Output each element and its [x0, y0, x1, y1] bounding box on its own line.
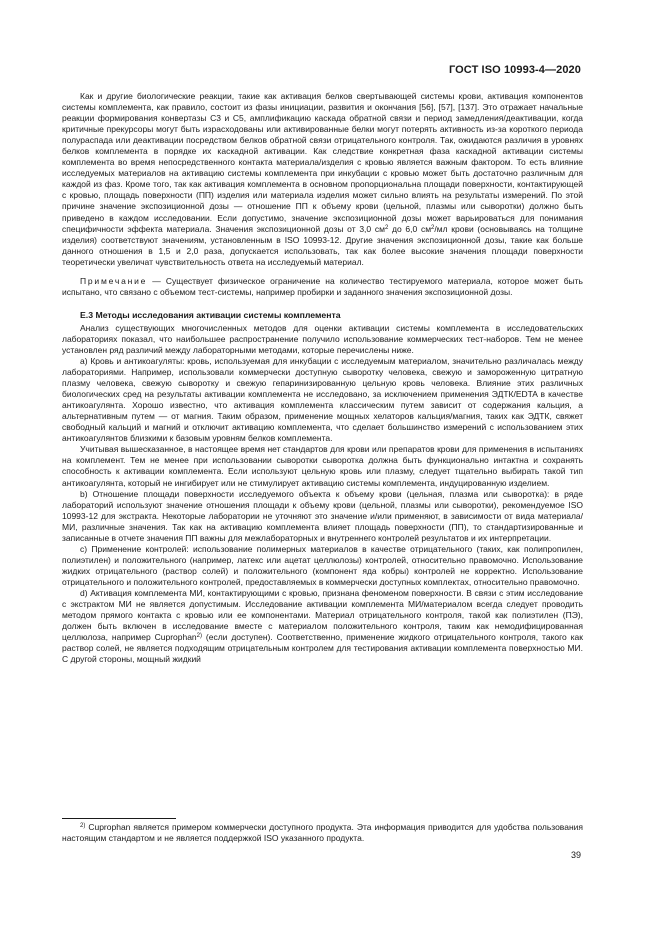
- section-heading: Е.3 Методы исследования активации системы комплемента: [80, 309, 341, 320]
- superscript-squared: 2: [431, 224, 435, 231]
- document-header: ГОСТ ISO 10993-4—2020: [448, 64, 581, 76]
- footnote-text: Cuprophan является примером коммерчески доступного продукта. Эта информация приводится для удобства пользования настоящим стандартом и не является поддержкой ISO указанного продукта.: [62, 822, 583, 843]
- list-item-b-surface-ratio: b) Отношение площади поверхности исследуемого объекта к объему крови (цельная, плазма или сыворотка): в ряде лабораторий используют значение отношения площади к объему крови (цельной, плазмы или сыворотки), рекомендуемое ISO 10993-12 для экстракта. Некоторые лаборатории не уточняют это значение и/или применяют, в зависимости от вида материала/МИ, различные значения. Так как на активацию комплемента влияет площадь поверхности (ПП), то стандартизированные и записанные в отчете значения ПП важны для межлабораторных и внутреннего контролей результатов и их интерпретации.: [62, 488, 583, 543]
- list-item-c-controls: с) Применение контролей: использование полимерных материалов в качестве отрицательного (таких, как полипропилен, полиэтилен) и положительного (например, латекс или ацетат целлюлозы) контролей, относительно правомочно. Использование жидких отрицательного (раствор солей) и положительного (компонент яда кобры) контролей не корректно. Использование отрицательного и положительного контролей, предоставляемых в коммерчески доступных комплектах, относительно правомочно.: [62, 543, 583, 587]
- footnote: [62, 822, 583, 844]
- paragraph-complement-phases: Как и другие биологические реакции, такие как активация белков свертывающей системы крови, активация компонентов системы комплемента, как правило, состоит из фазы инициации, развития и окончания [56], [57], [137]. Это отражает начальные реакции формирования конвертазы С3 и С5, амплификацию каскада обратной связи и период замедления/деактивации, когда критичные прекурсоры могут быть израсходованы или активированные белки могут потерять активность из-за короткого периода полураспада или деактивации посредством белков обратной связи отрицательного контроля. Так, ожидаются различия в уровнях белков комплемента в порядке их каскадной активации. Как следствие конкретная фаза каскадной активации системы комплемента во время непосредственного контакта материала/изделия с кровью является важным фактором. То есть влияние исследуемых материалов на активацию системы комплемента при инкубации с кровью может быть достаточно различным для каждой из фаз. Кроме того, так как активация комплемента в основном пропорциональна площади поверхности, контактирующей с кровью, площадь поверхности (ПП) изделия или материала изделия может сильно влиять на результаты измерений. По этой причине значение экспозиционной дозы — отношение ПП к объему крови (цельной, плазмы или сыворотки) должно быть приведено в каждом исследовании. Если допустимо, значение экспозиционной дозы может варьироваться для понимания специфичности эффекта материала. Значения экспозиционной дозы от 3,0 $см^2$ до 6,0 $см^2/мл$ крови (основываясь на толщине изделия) соответствуют значениям, установленным в ISO 10993-12. Другие значения экспозиционной дозы, такие как больше данного отношения в 1,5 и 2,0 раза, допускается использовать, так как более высокие значения площади поверхности теоретически увеличат чувствительность ответа на исследуемый материал.: [62, 91, 584, 267]
- note-paragraph: [62, 276, 583, 298]
- footnote-marker: 2): [80, 823, 86, 829]
- paragraph-blood-standards: Учитывая вышесказанное, в настоящее время нет стандартов для крови или препаратов крови для применения в испытаниях на комплемент. Тем не менее при использовании сыворотки сыворотка должна быть функционально интактна и сохранять способность к активации комплемента. Если используют цельную кровь или плазму, следует тщательно выбирать такой тип антикоагулянта, который не ингибирует или не стимулирует активацию системы комплемента, индуцированную изделием.: [62, 444, 583, 488]
- main-content: [62, 91, 583, 665]
- superscript-squared: 2: [384, 224, 389, 231]
- note-text: — Существует физическое ограничение на количество тестируемого материала, которое может быть испытано, что связано с объемом тест-системы, например пробирки и заданного значения экспозиционной дозы.: [62, 275, 583, 297]
- list-item-a-blood-anticoagulants: а) Кровь и антикоагуляты: кровь, используемая для инкубации с исследуемым материалом, значительно различалась между лабораториями. Например, использовали коммерчески доступную сыворотку человека, свежую и замороженную цитратную плазму человека, свежую сыворотку и свежую гепаринизированную цельную кровь человека. Влияние этих различных биологических сред на результаты активации комплемента не исследовано, за исключением применения ЭДТК/EDTA в качестве антикоагулянта. Хорошо известно, что активация комплемента классическим путем зависит от содержания кальция, а альтернативным путем — от магния. Таким образом, применение мощных хелаторов кальция/магния, таких как ЭДТК, свяжет свободный кальций и магний и отключит активацию комплемента, что сделает большинство измерений с использованием этих антикоагулянтов близкими к базовым уровням белков комплемента.: [62, 355, 583, 444]
- footnote-reference: 2): [196, 633, 203, 640]
- note-label: Примечание: [80, 275, 148, 286]
- paragraph-methods-analysis: Анализ существующих многочисленных методов для оценки активации системы комплемента в исследовательских лабораториях показал, что наибольшее распространение получило использование коммерческих тест-наборов. Тем не менее установлен ряд различий между лабораторными методами, которые перечислены ниже.: [62, 322, 583, 355]
- page-number: 39: [570, 850, 581, 860]
- footnote-divider: [62, 818, 176, 819]
- list-item-d-surface-phenomenon: d) Активация комплемента МИ, контактирующими с кровью, признана феноменом поверхности. В связи с этим исследование с экстрактом МИ не является допустимым. Исследование активации комплемента МИ/материалом всегда следует проводить методом прямого контакта с кровью или ее компонентами. Материал отрицательного контроля, такой как полиэтилен (ПЭ), должен быть включен в исследование вместе с материалом положительного контроля, таким как немодифицированная целлюлоза, например Cuprophan$^{2)}$ (если доступен). Соответственно, применение жидкого отрицательного контроля, такого как раствор солей, не является подходящим отрицательным контролем для тестирования активации комплемента поверхностью МИ. С другой стороны, мощный жидкий: [62, 587, 583, 665]
